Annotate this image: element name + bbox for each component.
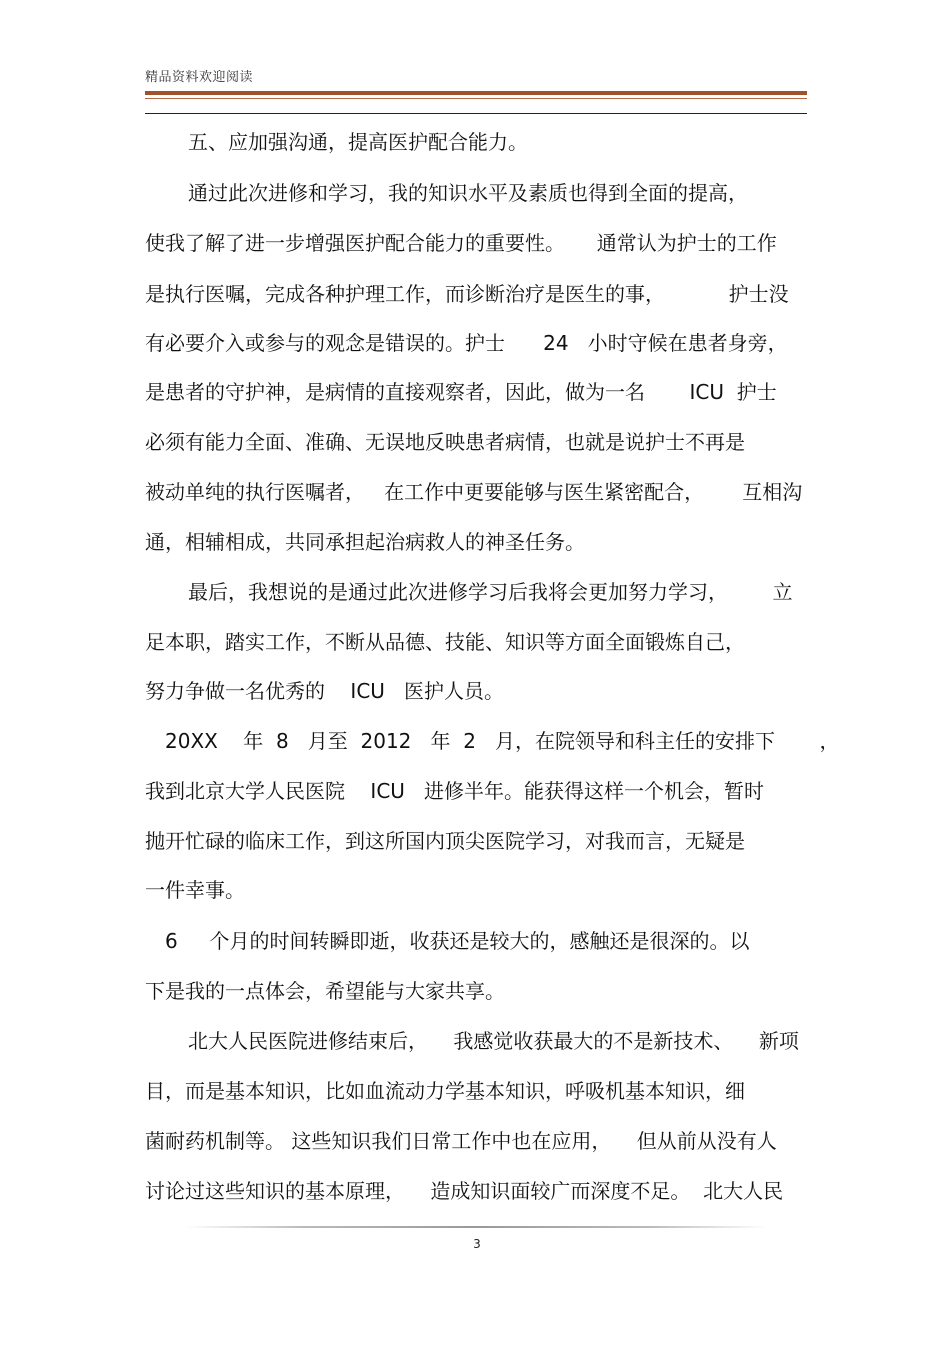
text-line: 必须有能力全面、准确、无误地反映患者病情，也就是说护士不再是 bbox=[145, 430, 745, 454]
text-line: 努力争做一名优秀的 ICU 医护人员。 bbox=[145, 679, 505, 703]
text-line: 使我了解了进一步增强医护配合能力的重要性。 通常认为护士的工作 bbox=[145, 231, 777, 255]
text-line: 讨论过这些知识的基本原理， 造成知识面较广而深度不足。 北大人民 bbox=[145, 1179, 784, 1203]
text-line: 是执行医嘱，完成各种护理工作，而诊断治疗是医生的事， 护士没 bbox=[145, 282, 789, 306]
header-rule-thin bbox=[145, 98, 807, 99]
text-line: 20XX 年 8 月至 2012 年 2 月，在院领导和科主任的安排下 ， bbox=[165, 729, 840, 753]
text-line: 足本职，踏实工作，不断从品德、技能、知识等方面全面锻炼自己， bbox=[145, 630, 745, 654]
content-top-rule bbox=[145, 113, 807, 114]
text-line: 6 个月的时间转瞬即逝，收获还是较大的，感触还是很深的。以 bbox=[165, 929, 750, 953]
text-line: 抛开忙碌的临床工作，到这所国内顶尖医院学习，对我而言，无疑是 bbox=[145, 829, 745, 853]
text-line: 五、应加强沟通，提高医护配合能力。 bbox=[188, 130, 528, 154]
text-line: 被动单纯的执行医嘱者， 在工作中更要能够与医生紧密配合， 互相沟 bbox=[145, 480, 803, 504]
text-line: 最后，我想说的是通过此次进修学习后我将会更加努力学习， 立 bbox=[188, 580, 793, 604]
text-line: 一件幸事。 bbox=[145, 878, 245, 902]
header-rule-thick bbox=[145, 91, 807, 95]
text-line: 我到北京大学人民医院 ICU 进修半年。能获得这样一个机会，暂时 bbox=[145, 779, 765, 803]
text-line: 通，相辅相成，共同承担起治病救人的神圣任务。 bbox=[145, 530, 585, 554]
header-text: 精品资料欢迎阅读 bbox=[145, 70, 254, 85]
text-line: 通过此次进修和学习，我的知识水平及素质也得到全面的提高， bbox=[188, 181, 748, 205]
text-line: 下是我的一点体会，希望能与大家共享。 bbox=[145, 979, 505, 1003]
text-line: 是患者的守护神，是病情的直接观察者，因此，做为一名 ICU 护士 bbox=[145, 380, 777, 404]
footer-rule bbox=[185, 1226, 767, 1228]
text-line: 菌耐药机制等。 这些知识我们日常工作中也在应用， 但从前从没有人 bbox=[145, 1129, 777, 1153]
text-line: 北大人民医院进修结束后， 我感觉收获最大的不是新技术、 新项 bbox=[188, 1029, 799, 1053]
text-line: 目，而是基本知识，比如血流动力学基本知识，呼吸机基本知识，细 bbox=[145, 1079, 745, 1103]
page-number: 3 bbox=[473, 1237, 481, 1251]
text-line: 有必要介入或参与的观念是错误的。护士 24 小时守候在患者身旁， bbox=[145, 331, 788, 355]
